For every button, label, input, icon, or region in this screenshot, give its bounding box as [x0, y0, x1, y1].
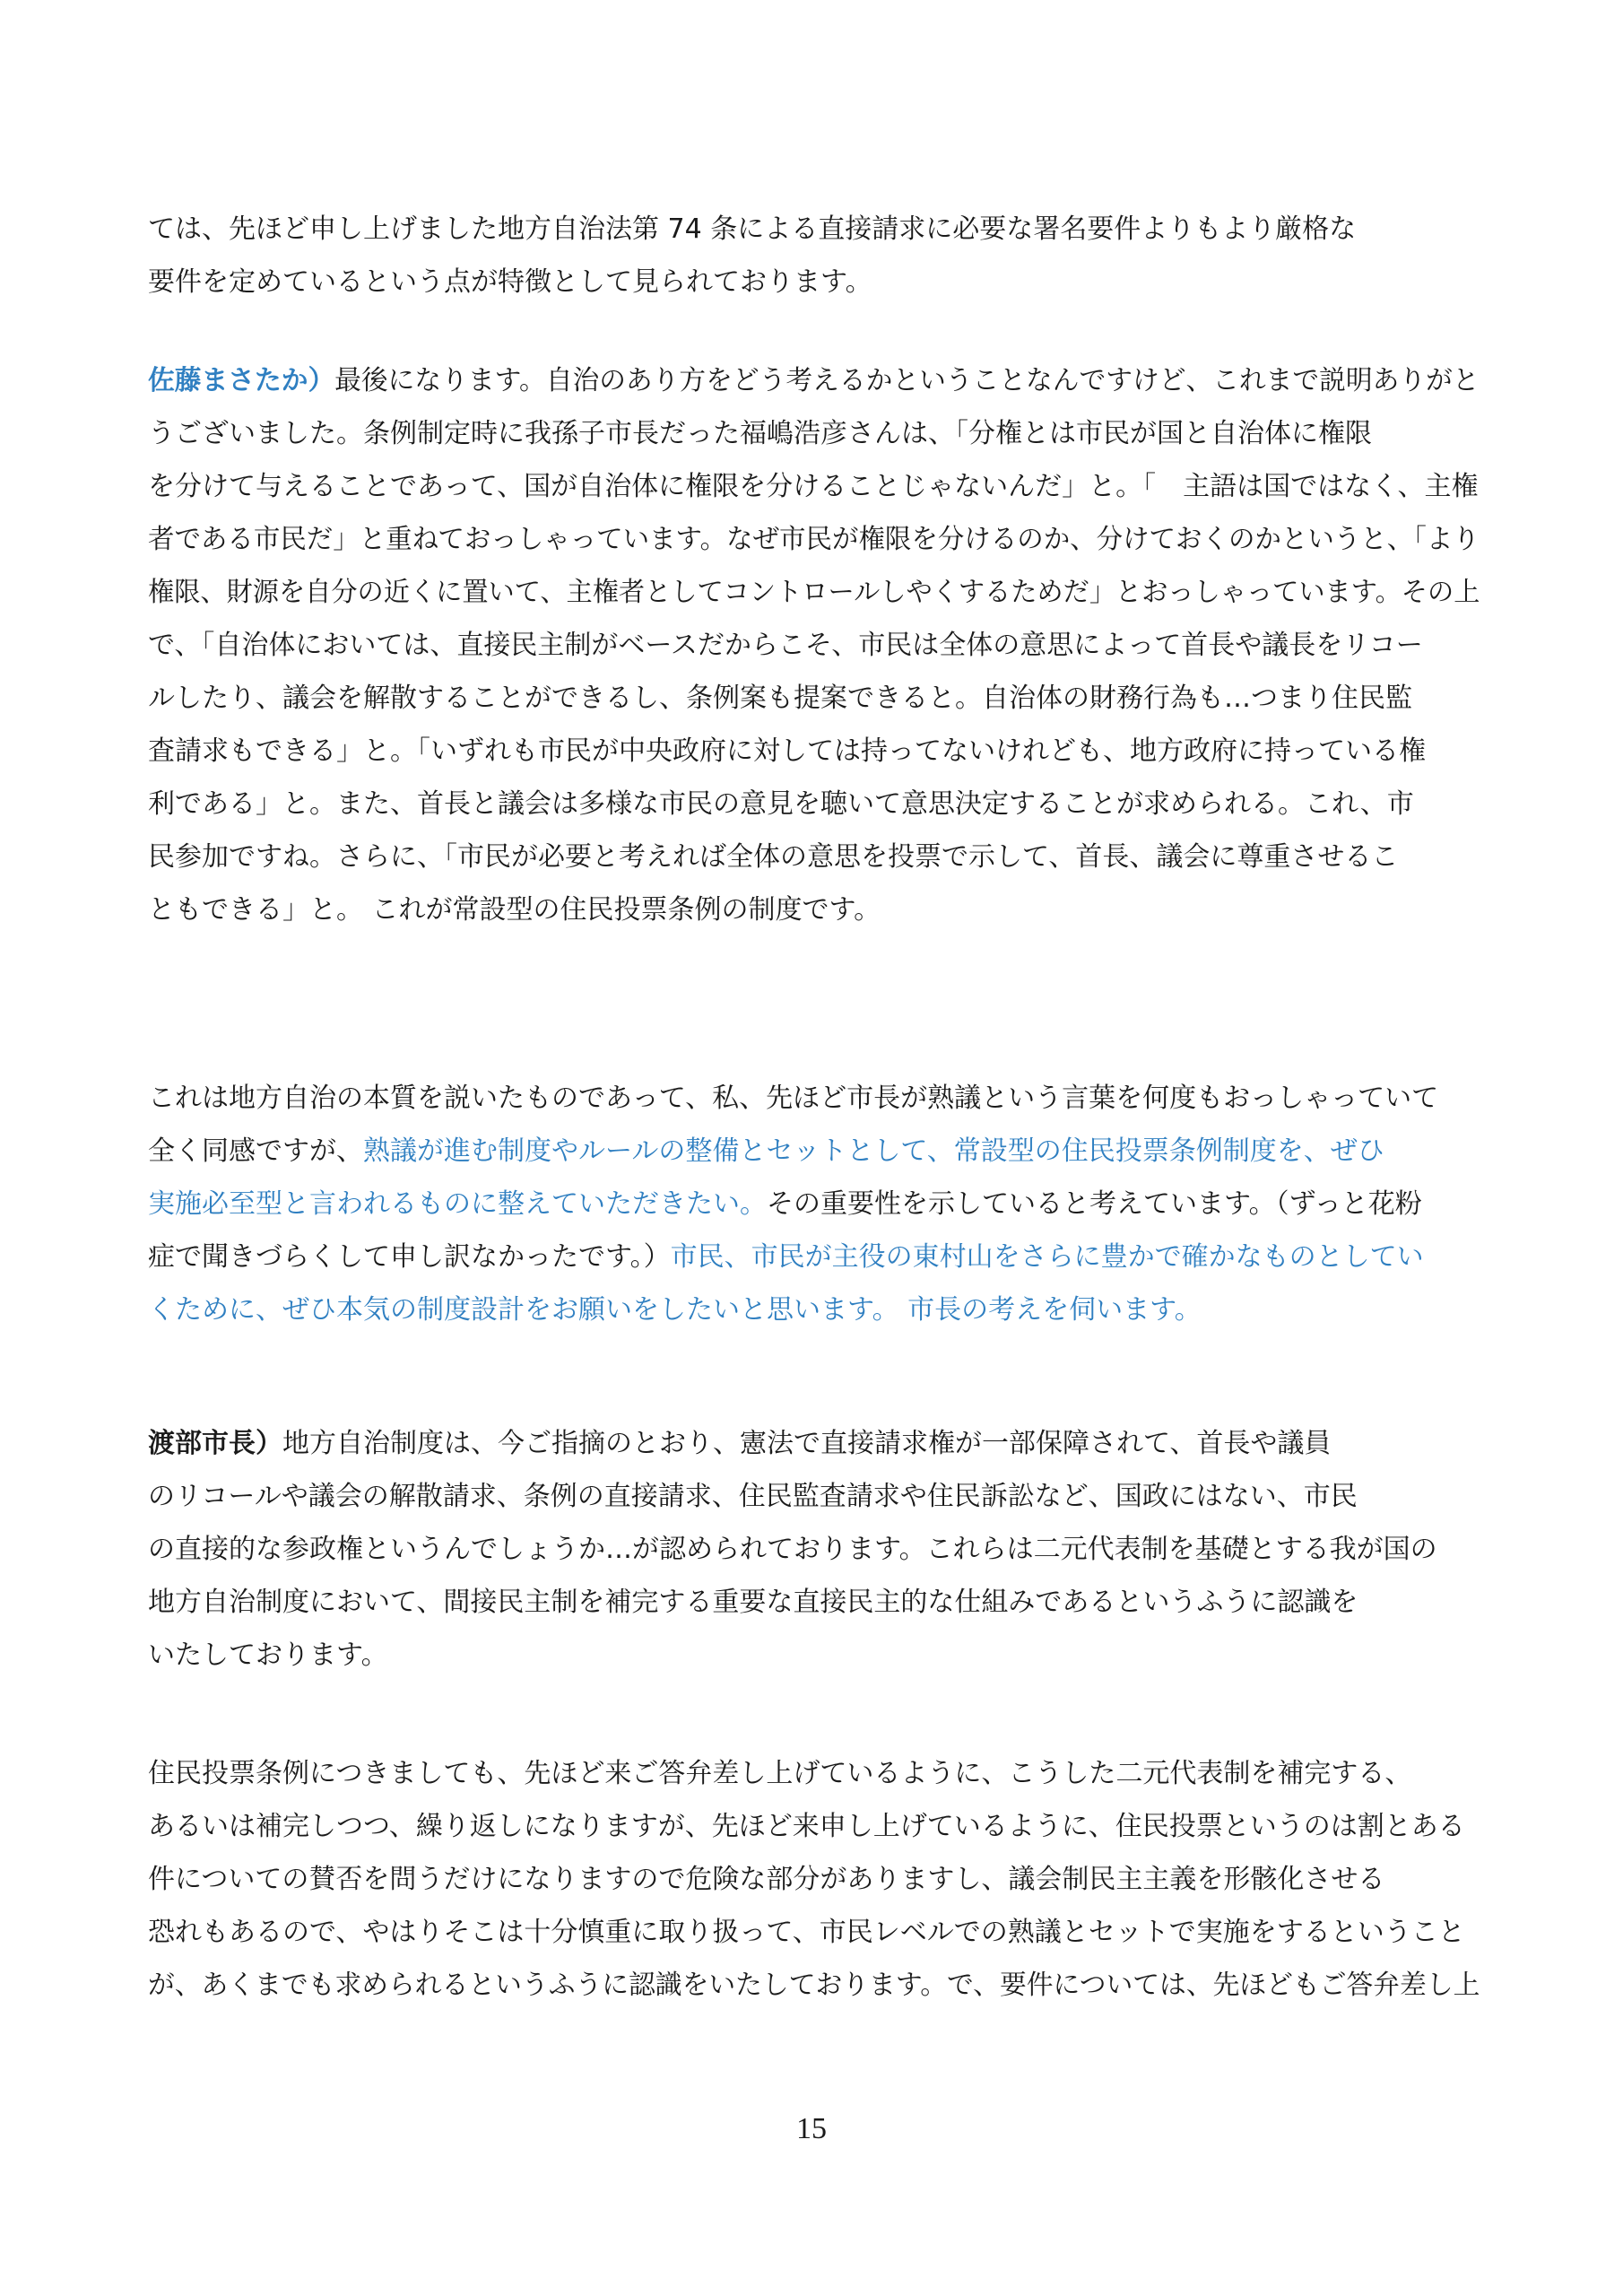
- text-line: [148, 1231, 1480, 1283]
- text-line: うございました。条例制定時に我孫子市長だった福嶋浩彦さんは、「分権とは市民が国と自治体に権限: [148, 418, 1372, 449]
- text-line: 民参加ですね。さらに、「市民が必要と考えれば全体の意思を投票で示して、首長、議会に尊重させるこ: [148, 841, 1399, 873]
- text-line: ルしたり、議会を解散することができるし、条例案も提案できると。自治体の財務行為も…つまり住民監: [148, 683, 1412, 714]
- text-line: [148, 1283, 1480, 1336]
- text-line: が、あくまでも求められるというふうに認識をいたしております。で、要件については、先ほどもご答弁差し上: [148, 1970, 1480, 2001]
- text-line: で、「自治体においては、直接民主制がベースだからこそ、市民は全体の意思によって首長や議長をリコー: [148, 630, 1423, 661]
- text-line: [148, 1125, 1480, 1178]
- text-line: の直接的な参政権というんでしょうか…が認められております。これらは二元代表制を基礎とする我が国の: [148, 1534, 1437, 1565]
- page-number: 15: [796, 2112, 827, 2145]
- paragraph-1: [148, 203, 1480, 309]
- text-line: を分けて与えることであって、国が自治体に権限を分けることじゃないんだ」と。「 主語は国ではなく、主権: [148, 471, 1479, 502]
- text-line: 恐れもあるので、やはりそこは十分慎重に取り扱って、市民レベルでの熟議とセットで実施をするということ: [148, 1917, 1465, 1948]
- text-line: あるいは補完しつつ、繰り返しになりますが、先ほど来申し上げているように、住民投票というのは割とある: [148, 1811, 1465, 1842]
- text-line: 利である」と。また、首長と議会は多様な市民の意見を聴いて意思決定することが求められる。これ、市: [148, 788, 1414, 820]
- highlighted-text: 市民、市民が主役の東村山をさらに豊かで確かなものとしてい: [670, 1241, 1424, 1273]
- text-segment: 地方自治制度は、今ご指摘のとおり、憲法で直接請求権が一部保障されて、首長や議員: [282, 1428, 1332, 1459]
- text-line: 住民投票条例につきましても、先ほど来ご答弁差し上げているように、こうした二元代表制を補完する、: [148, 1758, 1412, 1789]
- text-line: いたしております。: [148, 1639, 388, 1671]
- text-line: [148, 1417, 1480, 1470]
- text-line: 権限、財源を自分の近くに置いて、主権者としてコントロールしやくするためだ」とおっしゃっています。その上: [148, 577, 1480, 608]
- text-segment: その重要性を示していると考えています。（ずっと花粉: [767, 1188, 1422, 1220]
- paragraph-sato: [148, 354, 1480, 936]
- text-segment: 最後になります。自治のあり方をどう考えるかということなんですけど、これまで説明ありがと: [334, 365, 1480, 396]
- paragraph-3: [148, 1072, 1480, 1336]
- text-line: 地方自治制度において、間接民主制を補完する重要な直接民主的な仕組みであるというふうに認識を: [148, 1587, 1358, 1618]
- text-segment: 全く同感ですが、: [148, 1135, 363, 1167]
- highlighted-text: くために、ぜひ本気の制度設計をお願いをしたいと思います。 市長の考えを伺います。: [148, 1294, 1202, 1326]
- text-line: 査請求もできる」と。「いずれも市民が中央政府に対しては持ってないけれども、地方政府に持っている権: [148, 735, 1426, 767]
- text-line: [148, 354, 1480, 407]
- text-line: 要件を定めているという点が特徴として見られております。: [148, 266, 872, 298]
- text-line: 者である市民だ」と重ねておっしゃっています。なぜ市民が権限を分けるのか、分けておくのかというと、「より: [148, 524, 1480, 555]
- text-line: ともできる」と。 これが常設型の住民投票条例の制度です。: [148, 894, 881, 926]
- highlighted-text: 熟議が進む制度やルールの整備とセットとして、常設型の住民投票条例制度を、ぜひ: [363, 1135, 1384, 1167]
- text-line: これは地方自治の本質を説いたものであって、私、先ほど市長が熟議という言葉を何度もおっしゃっていて: [148, 1083, 1439, 1114]
- text-line: のリコールや議会の解散請求、条例の直接請求、住民監査請求や住民訴訟など、国政にはない、市民: [148, 1481, 1358, 1512]
- paragraph-5: [148, 1747, 1480, 2012]
- text-line: ては、先ほど申し上げました地方自治法第 74 条による直接請求に必要な署名要件よりもより厳格な: [148, 213, 1357, 245]
- text-line: [148, 1178, 1480, 1231]
- speaker-sato: 佐藤まさたか）: [148, 365, 335, 396]
- highlighted-text: 実施必至型と言われるものに整えていただきたい。: [148, 1188, 767, 1220]
- text-line: 件についての賛否を問うだけになりますので危険な部分がありますし、議会制民主主義を形骸化させる: [148, 1864, 1385, 1895]
- speaker-watanabe: 渡部市長）: [148, 1428, 282, 1459]
- paragraph-watanabe: [148, 1417, 1480, 1682]
- text-segment: 症で聞きづらくして申し訳なかったです。）: [148, 1241, 671, 1273]
